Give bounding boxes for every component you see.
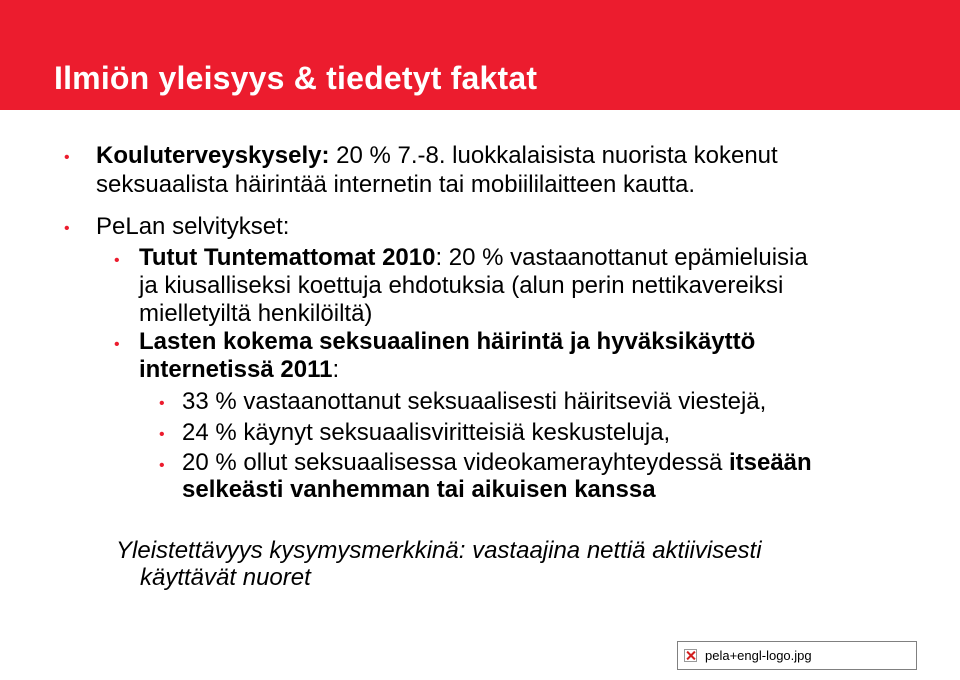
stat-bullet-24: 24 % käynyt seksuaalisviritteisiä keskusteluja, bbox=[182, 419, 671, 446]
sub-bullet-tutut-line2: ja kiusalliseksi koettuja ehdotuksia (alun perin nettikavereiksi bbox=[139, 272, 784, 299]
bullet-kouluterveyskysely-line2: seksuaalista häirintää internetin tai mobiililaitteen kautta. bbox=[96, 171, 696, 198]
stat-bullet-20-line2: selkeästi vanhemman tai aikuisen kanssa bbox=[182, 476, 656, 503]
sub-bullet-lasten: Lasten kokema seksuaalinen häirintä ja hyväksikäyttö bbox=[139, 328, 756, 355]
sub-bullet-marker: • bbox=[114, 252, 120, 269]
sub-bullet-lasten-year: internetissä 2011 bbox=[139, 356, 333, 383]
slide-title: Ilmiön yleisyys & tiedetyt faktat bbox=[54, 60, 538, 96]
sub-sub-bullet-marker: • bbox=[159, 395, 165, 412]
bullet-text: 20 % 7.-8. luokkalaisista nuorista kokenut bbox=[329, 142, 778, 169]
title-banner bbox=[0, 0, 960, 110]
sub-bullet-lasten-line2 bbox=[139, 355, 339, 384]
stat-bullet-20 bbox=[182, 448, 812, 477]
sub-bullet-tutut-line3: mielletyiltä henkilöiltä) bbox=[139, 300, 373, 327]
stat-bullet-20-bold: itseään bbox=[728, 449, 812, 476]
stat-bullet-33: 33 % vastaanottanut seksuaalisesti häiritseviä viestejä, bbox=[182, 388, 767, 415]
bullet-pelan: PeLan selvitykset: bbox=[96, 213, 290, 240]
sub-bullet-bold-lead: Tutut Tuntemattomat 2010 bbox=[139, 244, 436, 271]
bullet-kouluterveyskysely bbox=[96, 141, 778, 170]
bullet-marker: • bbox=[64, 149, 70, 166]
bullet-marker: • bbox=[64, 220, 70, 237]
sub-bullet-text: : 20 % vastaanottanut epämieluisia bbox=[435, 244, 808, 271]
image-filename: pela+engl-logo.jpg bbox=[705, 648, 812, 663]
sub-bullet-lasten-colon: : bbox=[332, 356, 340, 383]
conclusion-line1: Yleistettävyys kysymysmerkkinä: vastaajina nettiä aktiivisesti bbox=[116, 537, 762, 564]
stat-bullet-20-text: 20 % ollut seksuaalisessa videokamerayhteydessä bbox=[182, 449, 729, 476]
broken-image-icon bbox=[684, 649, 697, 662]
conclusion-line2: käyttävät nuoret bbox=[140, 564, 311, 591]
sub-sub-bullet-marker: • bbox=[159, 457, 165, 474]
sub-bullet-marker: • bbox=[114, 336, 120, 353]
sub-sub-bullet-marker: • bbox=[159, 426, 165, 443]
broken-logo-image bbox=[677, 641, 917, 670]
bullet-bold-lead: Kouluterveyskysely: bbox=[96, 142, 330, 169]
sub-bullet-tutut bbox=[139, 243, 808, 272]
